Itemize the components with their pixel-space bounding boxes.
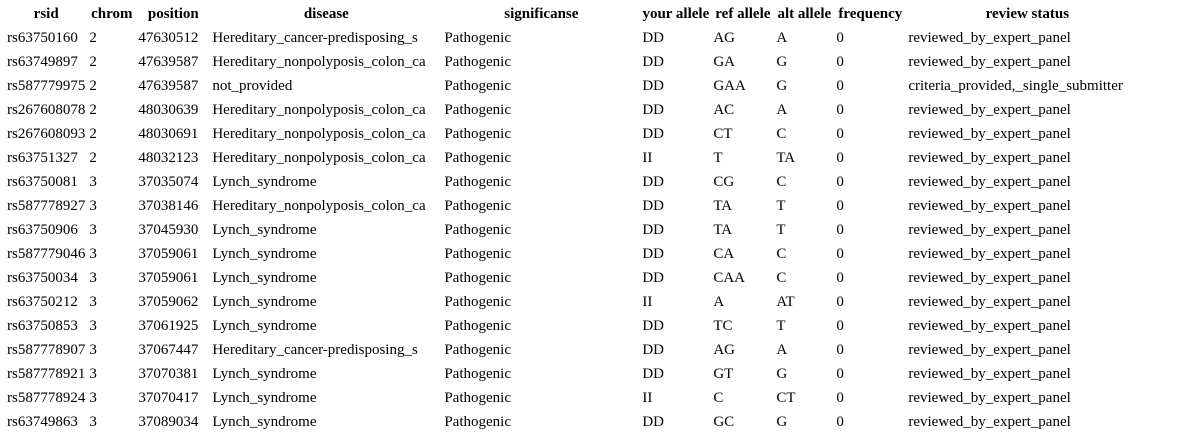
table-row: [6, 266, 1147, 290]
column-header-review-status: review status: [985, 6, 1070, 22]
table-row: [6, 290, 1147, 314]
cell-your-allele: DD: [642, 414, 665, 430]
table-row: [6, 98, 1147, 122]
cell-ref-allele: GA: [713, 54, 736, 70]
cell-chrom: 2: [89, 54, 97, 70]
cell-chrom: 2: [89, 126, 97, 142]
cell-significance: Pathogenic: [444, 318, 511, 334]
cell-chrom: 2: [89, 102, 97, 118]
column-header-disease: disease: [303, 6, 349, 22]
cell-review-status: reviewed_by_expert_panel: [908, 30, 1071, 46]
cell-rsid: rs587778927: [7, 198, 86, 214]
table-row: [6, 218, 1147, 242]
cell-your-allele: DD: [642, 174, 665, 190]
cell-alt-allele: CT: [776, 390, 796, 406]
cell-frequency: 0: [836, 390, 844, 406]
cell-alt-allele: T: [776, 222, 786, 238]
table-row: [6, 194, 1147, 218]
cell-position: 47639587: [138, 54, 199, 70]
cell-alt-allele: G: [776, 78, 788, 94]
table-row: [6, 146, 1147, 170]
cell-disease: not_provided: [212, 78, 293, 94]
cell-frequency: 0: [836, 174, 844, 190]
cell-rsid: rs587778921: [7, 366, 86, 382]
cell-significance: Pathogenic: [444, 246, 511, 262]
cell-ref-allele: GT: [713, 366, 734, 382]
cell-position: 37061925: [138, 318, 199, 334]
cell-ref-allele: C: [713, 390, 724, 406]
cell-chrom: 3: [89, 318, 97, 334]
cell-your-allele: DD: [642, 30, 665, 46]
cell-your-allele: II: [642, 390, 653, 406]
cell-significance: Pathogenic: [444, 150, 511, 166]
column-header-frequency: frequency: [838, 6, 903, 22]
cell-review-status: reviewed_by_expert_panel: [908, 126, 1071, 142]
cell-rsid: rs587779975: [7, 78, 86, 94]
cell-frequency: 0: [836, 342, 844, 358]
cell-disease: Lynch_syndrome: [212, 270, 317, 286]
table-row: [6, 242, 1147, 266]
cell-chrom: 2: [89, 78, 97, 94]
cell-disease: Hereditary_nonpolyposis_colon_ca: [212, 102, 426, 118]
cell-frequency: 0: [836, 246, 844, 262]
cell-frequency: 0: [836, 102, 844, 118]
table-row: [6, 386, 1147, 410]
cell-position: 47630512: [138, 30, 199, 46]
table-row: [6, 362, 1147, 386]
column-header-position: position: [147, 6, 199, 22]
cell-position: 37070417: [138, 390, 199, 406]
cell-frequency: 0: [836, 150, 844, 166]
cell-disease: Hereditary_nonpolyposis_colon_ca: [212, 54, 426, 70]
cell-chrom: 2: [89, 150, 97, 166]
cell-ref-allele: CAA: [713, 270, 746, 286]
column-header-your-allele: your allele: [642, 6, 710, 22]
cell-position: 37067447: [138, 342, 199, 358]
cell-alt-allele: AT: [776, 294, 795, 310]
cell-significance: Pathogenic: [444, 198, 511, 214]
cell-alt-allele: C: [776, 126, 787, 142]
cell-alt-allele: G: [776, 54, 788, 70]
cell-review-status: reviewed_by_expert_panel: [908, 366, 1071, 382]
cell-your-allele: II: [642, 294, 653, 310]
cell-rsid: rs63751327: [7, 150, 78, 166]
cell-rsid: rs63750212: [7, 294, 78, 310]
cell-ref-allele: AG: [713, 30, 736, 46]
cell-alt-allele: TA: [776, 150, 796, 166]
cell-review-status: reviewed_by_expert_panel: [908, 246, 1071, 262]
cell-significance: Pathogenic: [444, 222, 511, 238]
cell-significance: Pathogenic: [444, 102, 511, 118]
cell-position: 37035074: [138, 174, 199, 190]
cell-review-status: reviewed_by_expert_panel: [908, 318, 1071, 334]
cell-your-allele: DD: [642, 54, 665, 70]
cell-significance: Pathogenic: [444, 390, 511, 406]
cell-chrom: 3: [89, 174, 97, 190]
cell-rsid: rs63749897: [7, 54, 78, 70]
cell-ref-allele: AG: [713, 342, 736, 358]
cell-significance: Pathogenic: [444, 30, 511, 46]
cell-significance: Pathogenic: [444, 126, 511, 142]
cell-frequency: 0: [836, 198, 844, 214]
cell-position: 37045930: [138, 222, 199, 238]
cell-chrom: 3: [89, 366, 97, 382]
cell-significance: Pathogenic: [444, 294, 511, 310]
cell-review-status: reviewed_by_expert_panel: [908, 54, 1071, 70]
column-header-significance: significanse: [504, 6, 579, 22]
cell-your-allele: DD: [642, 102, 665, 118]
cell-frequency: 0: [836, 366, 844, 382]
cell-ref-allele: CA: [713, 246, 735, 262]
cell-frequency: 0: [836, 270, 844, 286]
cell-review-status: reviewed_by_expert_panel: [908, 414, 1071, 430]
column-header-rsid: rsid: [33, 6, 59, 22]
cell-alt-allele: A: [776, 30, 788, 46]
cell-position: 48030691: [138, 126, 199, 142]
cell-rsid: rs63750853: [7, 318, 78, 334]
cell-significance: Pathogenic: [444, 174, 511, 190]
cell-your-allele: DD: [642, 126, 665, 142]
cell-review-status: reviewed_by_expert_panel: [908, 150, 1071, 166]
cell-rsid: rs63750160: [7, 30, 78, 46]
cell-rsid: rs587778924: [7, 390, 86, 406]
cell-frequency: 0: [836, 126, 844, 142]
cell-position: 48030639: [138, 102, 199, 118]
cell-frequency: 0: [836, 78, 844, 94]
cell-disease: Lynch_syndrome: [212, 318, 317, 334]
cell-review-status: reviewed_by_expert_panel: [908, 342, 1071, 358]
cell-disease: Lynch_syndrome: [212, 222, 317, 238]
cell-ref-allele: T: [713, 150, 723, 166]
cell-disease: Lynch_syndrome: [212, 414, 317, 430]
cell-alt-allele: T: [776, 318, 786, 334]
cell-significance: Pathogenic: [444, 54, 511, 70]
cell-rsid: rs63749863: [7, 414, 78, 430]
cell-alt-allele: C: [776, 270, 787, 286]
cell-disease: Hereditary_nonpolyposis_colon_ca: [212, 126, 426, 142]
cell-significance: Pathogenic: [444, 270, 511, 286]
table-header: [6, 3, 1147, 26]
table-row: [6, 338, 1147, 362]
cell-rsid: rs267608078: [7, 102, 86, 118]
cell-ref-allele: TA: [713, 222, 733, 238]
cell-ref-allele: AC: [713, 102, 735, 118]
cell-ref-allele: A: [713, 294, 725, 310]
cell-review-status: reviewed_by_expert_panel: [908, 390, 1071, 406]
cell-alt-allele: G: [776, 414, 788, 430]
cell-review-status: reviewed_by_expert_panel: [908, 174, 1071, 190]
cell-chrom: 3: [89, 246, 97, 262]
cell-frequency: 0: [836, 222, 844, 238]
table-row: [6, 314, 1147, 338]
table-row: [6, 410, 1147, 434]
cell-chrom: 3: [89, 270, 97, 286]
cell-rsid: rs63750034: [7, 270, 78, 286]
cell-chrom: 2: [89, 30, 97, 46]
cell-disease: Hereditary_nonpolyposis_colon_ca: [212, 150, 426, 166]
table-row: [6, 26, 1147, 50]
cell-review-status: reviewed_by_expert_panel: [908, 222, 1071, 238]
cell-your-allele: DD: [642, 222, 665, 238]
cell-review-status: reviewed_by_expert_panel: [908, 198, 1071, 214]
table-row: [6, 122, 1147, 146]
cell-alt-allele: G: [776, 366, 788, 382]
cell-disease: Hereditary_cancer-predisposing_s: [212, 342, 418, 358]
cell-your-allele: DD: [642, 342, 665, 358]
cell-rsid: rs587778907: [7, 342, 86, 358]
cell-ref-allele: TA: [713, 198, 733, 214]
cell-position: 47639587: [138, 78, 199, 94]
cell-disease: Hereditary_nonpolyposis_colon_ca: [212, 198, 426, 214]
cell-significance: Pathogenic: [444, 342, 511, 358]
cell-position: 37059061: [138, 270, 199, 286]
cell-your-allele: DD: [642, 318, 665, 334]
cell-disease: Lynch_syndrome: [212, 366, 317, 382]
cell-your-allele: DD: [642, 366, 665, 382]
cell-review-status: reviewed_by_expert_panel: [908, 270, 1071, 286]
cell-alt-allele: C: [776, 246, 787, 262]
cell-chrom: 3: [89, 198, 97, 214]
table-row: [6, 50, 1147, 74]
column-header-ref-allele: ref allele: [715, 6, 771, 22]
header-row: [6, 3, 1147, 26]
cell-chrom: 3: [89, 414, 97, 430]
cell-alt-allele: T: [776, 198, 786, 214]
cell-your-allele: DD: [642, 78, 665, 94]
column-header-alt-allele: alt allele: [777, 6, 832, 22]
cell-disease: Lynch_syndrome: [212, 390, 317, 406]
cell-disease: Lynch_syndrome: [212, 246, 317, 262]
cell-alt-allele: A: [776, 342, 788, 358]
cell-significance: Pathogenic: [444, 78, 511, 94]
cell-significance: Pathogenic: [444, 366, 511, 382]
cell-frequency: 0: [836, 318, 844, 334]
cell-rsid: rs63750906: [7, 222, 78, 238]
cell-your-allele: II: [642, 150, 653, 166]
cell-review-status: reviewed_by_expert_panel: [908, 294, 1071, 310]
cell-frequency: 0: [836, 54, 844, 70]
cell-chrom: 3: [89, 390, 97, 406]
cell-position: 37070381: [138, 366, 199, 382]
cell-rsid: rs587779046: [7, 246, 86, 262]
cell-frequency: 0: [836, 30, 844, 46]
cell-disease: Lynch_syndrome: [212, 294, 317, 310]
cell-ref-allele: CG: [713, 174, 735, 190]
cell-your-allele: DD: [642, 270, 665, 286]
cell-ref-allele: GC: [713, 414, 735, 430]
cell-disease: Hereditary_cancer-predisposing_s: [212, 30, 418, 46]
cell-rsid: rs63750081: [7, 174, 78, 190]
cell-review-status: criteria_provided,_single_submitter: [908, 78, 1123, 94]
cell-rsid: rs267608093: [7, 126, 86, 142]
cell-ref-allele: CT: [713, 126, 733, 142]
cell-frequency: 0: [836, 414, 844, 430]
table-row: [6, 74, 1147, 98]
cell-position: 37059062: [138, 294, 199, 310]
variants-table: [4, 3, 1149, 434]
cell-position: 48032123: [138, 150, 199, 166]
cell-ref-allele: TC: [713, 318, 733, 334]
cell-position: 37038146: [138, 198, 199, 214]
cell-your-allele: DD: [642, 198, 665, 214]
cell-alt-allele: A: [776, 102, 788, 118]
table-body: [6, 26, 1147, 434]
cell-your-allele: DD: [642, 246, 665, 262]
cell-review-status: reviewed_by_expert_panel: [908, 102, 1071, 118]
cell-chrom: 3: [89, 294, 97, 310]
cell-ref-allele: GAA: [713, 78, 746, 94]
cell-chrom: 3: [89, 222, 97, 238]
cell-significance: Pathogenic: [444, 414, 511, 430]
cell-frequency: 0: [836, 294, 844, 310]
cell-position: 37089034: [138, 414, 199, 430]
cell-disease: Lynch_syndrome: [212, 174, 317, 190]
table-row: [6, 170, 1147, 194]
cell-chrom: 3: [89, 342, 97, 358]
cell-position: 37059061: [138, 246, 199, 262]
column-header-chrom: chrom: [91, 6, 133, 22]
cell-alt-allele: C: [776, 174, 787, 190]
